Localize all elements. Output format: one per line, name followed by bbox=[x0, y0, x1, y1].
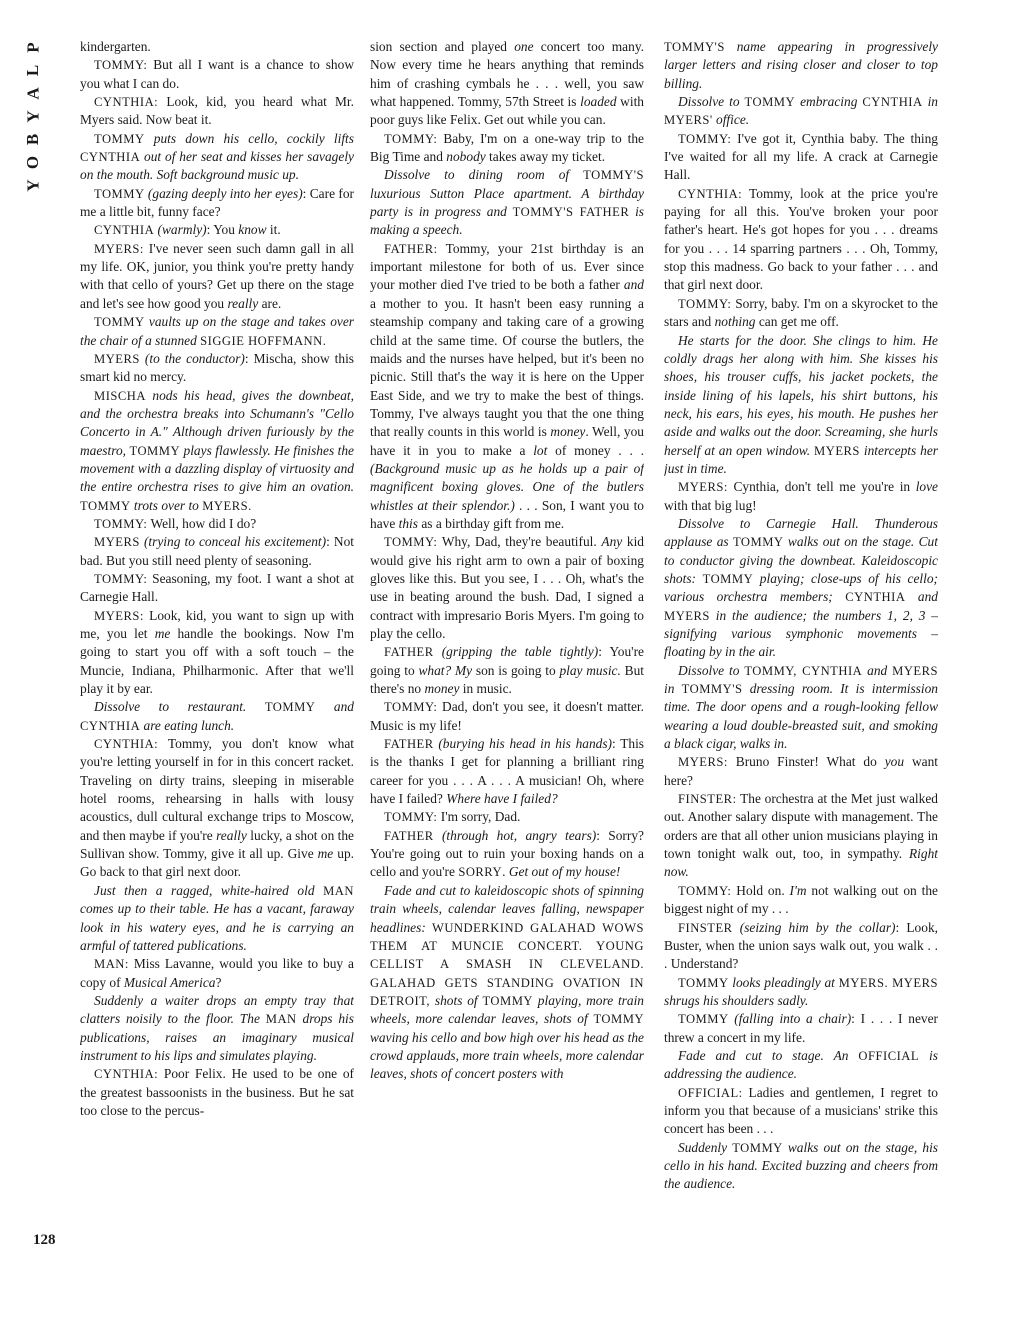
paragraph bbox=[80, 350, 354, 387]
stage-direction: and bbox=[862, 662, 893, 678]
speaker-name: CYNTHIA: bbox=[94, 737, 159, 752]
paragraph bbox=[80, 607, 354, 699]
dialogue-text: kid would give his right arm to own a pair of boxing gloves like this. But you see, I . . . Oh, what's the use in beating around the bush. Dad, I signed a contract with impresario Boris Myers. I'm going to play the cello. bbox=[370, 534, 644, 641]
stage-direction: shots of bbox=[430, 992, 483, 1008]
speaker-name: OFFICIAL bbox=[858, 1048, 920, 1063]
speaker-name: TOMMY bbox=[732, 535, 784, 550]
stage-direction: really bbox=[227, 295, 259, 311]
dialogue-text: Well, how did I do? bbox=[147, 515, 257, 531]
paragraph bbox=[664, 1084, 938, 1139]
stage-direction: Just then a ragged, white-haired old bbox=[94, 882, 324, 898]
stage-direction: He starts for the door. She clings to him. He coldly drags her along with him. She kisses his shoes, his trouser cuffs, his jacket pockets, the inside lining of his lapels, his shirt buttons, his neck, his ears, his eyes, his mouth. He pushes her aside and walks out the door. Screaming, she hurls herself at an open window. bbox=[664, 332, 938, 458]
stage-direction: Musical America bbox=[123, 974, 216, 990]
speaker-name: TOMMY'S bbox=[664, 40, 725, 54]
stage-direction: love bbox=[915, 479, 938, 495]
paragraph bbox=[370, 698, 644, 735]
speaker-name: CYNTHIA bbox=[862, 95, 923, 110]
speaker-name: TOMMY bbox=[129, 443, 181, 458]
paragraph bbox=[664, 93, 938, 130]
paragraph bbox=[664, 185, 938, 295]
dialogue-text: : Mischa, show this smart kid no mercy. bbox=[80, 350, 354, 385]
speaker-name: TOMMY bbox=[678, 1012, 729, 1027]
speaker-name: MYERS bbox=[94, 535, 140, 550]
paragraph bbox=[664, 478, 938, 515]
speaker-name: MYERS bbox=[94, 351, 140, 366]
stage-direction: dressing room. It is intermission time. The door opens and a rough-looking fellow wearing a loud double-breasted suit, and smoking a black cigar, walks in. bbox=[664, 681, 938, 752]
paragraph bbox=[80, 240, 354, 313]
stage-direction: (burying his head in his hands) bbox=[433, 736, 613, 752]
speaker-name: FATHER: bbox=[384, 241, 438, 256]
speaker-name: TOMMY'S bbox=[681, 682, 743, 697]
dialogue-text: Why, Dad, they're beautiful. bbox=[437, 534, 602, 550]
dialogue-text: not walking out on the biggest night of my . . . bbox=[664, 882, 938, 917]
speaker-name: MYERS bbox=[664, 608, 710, 623]
dialogue-text: . bbox=[502, 864, 509, 880]
dialogue-text: Dad, don't you see, it doesn't matter. Music is my life! bbox=[370, 699, 644, 733]
stage-direction: this bbox=[398, 515, 418, 531]
speaker-name: FATHER bbox=[384, 645, 434, 660]
text-column-1 bbox=[80, 38, 354, 1276]
stage-direction: (warmly) bbox=[154, 222, 207, 238]
speaker-name: MAN: bbox=[94, 957, 129, 972]
dialogue-text: I'm sorry, Dad. bbox=[437, 809, 521, 825]
speaker-name: MYERS: bbox=[94, 608, 144, 623]
speaker-name: TOMMY'S FATHER bbox=[512, 205, 630, 220]
dialogue-text: are. bbox=[258, 295, 282, 311]
stage-direction: shrugs his shoulders sadly. bbox=[664, 992, 809, 1008]
stage-direction: is making a speech. bbox=[370, 204, 644, 238]
paragraph bbox=[80, 533, 354, 570]
dialogue-text: Seasoning, my foot. I want a shot at Carnegie Hall. bbox=[80, 570, 354, 605]
page-number: 128 bbox=[33, 1232, 56, 1248]
stage-direction: money bbox=[550, 424, 586, 440]
stage-direction: Dissolve to dining room of bbox=[384, 167, 584, 183]
dialogue-text: kindergarten. bbox=[80, 39, 151, 54]
dialogue-text: : Care for me a little bit, funny face? bbox=[80, 185, 354, 220]
paragraph bbox=[80, 570, 354, 607]
paragraph bbox=[80, 185, 354, 222]
stage-direction: walks out on the stage, his cello in his hand. Excited buzzing and cheers from the audience. bbox=[664, 1139, 938, 1192]
speaker-name: TOMMY'S bbox=[583, 168, 644, 183]
stage-direction: (Background music up as he holds up a pair of magnificent boxing gloves. One of the butlers whistles at their splendor.) bbox=[370, 460, 644, 513]
dialogue-text: in music. bbox=[459, 681, 512, 697]
dialogue-text: ? bbox=[215, 974, 222, 990]
stage-direction: (seizing him by the collar) bbox=[732, 919, 896, 935]
speaker-name: CYNTHIA bbox=[845, 590, 906, 605]
speaker-name: CYNTHIA: bbox=[94, 95, 159, 110]
speaker-name: WUNDERKIND GALAHAD WOWS THEM AT MUNCIE CONCERT. YOUNG CELLIST A SMASH IN CLEVELAND. GALAHAD GETS STANDING OVATION IN DETROIT, bbox=[370, 920, 644, 1008]
stage-direction: Dissolve to bbox=[678, 662, 745, 678]
speaker-name: MYERS bbox=[892, 663, 938, 678]
paragraph bbox=[664, 130, 938, 185]
speaker-name: FATHER bbox=[384, 737, 434, 752]
paragraph bbox=[80, 221, 354, 239]
speaker-name: FATHER bbox=[384, 828, 434, 843]
paragraph bbox=[370, 882, 644, 1084]
speaker-name: SIGGIE HOFFMANN. bbox=[200, 333, 327, 348]
stage-direction: walks out on the stage. Cut to conductor giving the downbeat. Kaleidoscopic shots: bbox=[664, 534, 938, 586]
paragraph bbox=[80, 387, 354, 515]
stage-direction: (gripping the table tightly) bbox=[433, 644, 599, 660]
dialogue-text: : You're going to bbox=[370, 644, 644, 678]
stage-direction: Dissolve to bbox=[678, 94, 745, 110]
speaker-name: MISCHA bbox=[94, 388, 146, 403]
speaker-name: TOMMY bbox=[94, 186, 145, 201]
paragraph bbox=[664, 974, 938, 1011]
speaker-name: SORRY bbox=[458, 865, 503, 880]
masthead-letter: Y bbox=[23, 179, 43, 192]
speaker-name: OFFICIAL: bbox=[678, 1085, 743, 1100]
dialogue-text: Look, kid, you heard what Mr. Myers said. Now beat it. bbox=[80, 94, 354, 128]
speaker-name: TOMMY: bbox=[94, 516, 148, 531]
paragraph bbox=[80, 93, 354, 130]
stage-direction: Fade and cut to kaleidoscopic shots of spinning train wheels, calendar leaves falling, newspaper headlines: bbox=[370, 882, 644, 935]
stage-direction: waving his cello and bow high over his head as the crowd applauds, more train wheels, more calendar leaves, shots of concert posters with bbox=[370, 1029, 644, 1082]
speaker-name: TOMMY: bbox=[678, 131, 732, 146]
paragraph bbox=[80, 992, 354, 1065]
stage-direction: and bbox=[623, 277, 644, 293]
stage-direction: luxurious Sutton Place apartment. A birthday party is in progress and bbox=[370, 185, 644, 220]
stage-direction: Any bbox=[601, 534, 623, 550]
dialogue-text: But all I want is a chance to show you what I can do. bbox=[80, 57, 354, 91]
speaker-name: TOMMY: bbox=[678, 883, 732, 898]
dialogue-text: Sorry, baby. I'm on a skyrocket to the stars and bbox=[664, 295, 938, 330]
speaker-name: CYNTHIA bbox=[80, 150, 141, 165]
stage-direction: you bbox=[884, 754, 905, 770]
masthead-letter: L bbox=[23, 64, 43, 77]
stage-direction: office. bbox=[712, 112, 750, 128]
dialogue-text: . Well, you have it in you to make a bbox=[370, 424, 644, 458]
dialogue-text: Ladies and gentlemen, I regret to inform you that because of a musicians' strike this concert has been . . . bbox=[664, 1084, 938, 1137]
stage-direction: nobody bbox=[446, 149, 486, 165]
stage-direction: looks pleadingly at bbox=[728, 974, 839, 990]
stage-direction: one bbox=[514, 39, 534, 54]
masthead-letter: O bbox=[23, 155, 43, 170]
stage-direction: Dissolve to restaurant. bbox=[94, 699, 265, 715]
stage-direction: plays flawlessly. He finishes the movement with a dazzling display of virtuosity and the entire orchestra rises to give him an ovation. bbox=[80, 442, 354, 495]
speaker-name: TOMMY bbox=[264, 700, 316, 715]
dialogue-text: But there's no bbox=[370, 662, 644, 697]
paragraph bbox=[664, 919, 938, 974]
speaker-name: TOMMY bbox=[744, 95, 796, 110]
paragraph bbox=[664, 515, 938, 662]
paragraph bbox=[370, 130, 644, 167]
speaker-name: TOMMY bbox=[593, 1012, 644, 1027]
stage-direction: playing, more train wheels, more calendar leaves, shots of bbox=[370, 992, 644, 1027]
speaker-name: FINSTER: bbox=[678, 792, 737, 807]
dialogue-text: . . . Son, I want you to have bbox=[370, 497, 644, 531]
speaker-name: TOMMY: bbox=[384, 535, 438, 550]
stage-direction: (trying to conceal his excitement) bbox=[139, 534, 327, 550]
speaker-name: CYNTHIA: bbox=[94, 1067, 159, 1082]
paragraph bbox=[80, 882, 354, 955]
stage-direction: Where have I failed? bbox=[446, 791, 558, 807]
speaker-name: TOMMY: bbox=[94, 571, 148, 586]
dialogue-text: Baby, I'm on a one-way trip to the Big Time and bbox=[370, 130, 644, 165]
speaker-name: CYNTHIA bbox=[80, 718, 141, 733]
stage-direction: me bbox=[317, 846, 334, 862]
stage-direction: and bbox=[315, 699, 354, 715]
speaker-name: TOMMY: bbox=[94, 58, 148, 73]
masthead-letter: Y bbox=[23, 110, 43, 123]
stage-direction: is addressing the audience. bbox=[664, 1047, 938, 1082]
paragraph bbox=[370, 533, 644, 643]
stage-direction: me bbox=[154, 626, 171, 641]
paragraph bbox=[370, 735, 644, 808]
stage-direction: really bbox=[216, 827, 247, 843]
stage-direction: out of her seat and kisses her savagely on the mouth. Soft background music up. bbox=[80, 149, 354, 183]
stage-direction: My bbox=[455, 662, 473, 678]
dialogue-text: Miss Lavanne, would you like to buy a copy of bbox=[80, 956, 354, 990]
paragraph bbox=[664, 295, 938, 332]
stage-direction: Suddenly a waiter drops an empty tray that clatters noisily to the floor. The bbox=[80, 992, 354, 1027]
dialogue-text: Tommy, your 21st birthday is an important milestone for both of us. Ever since your mother died I've tried to be both a father bbox=[370, 240, 644, 293]
stage-direction: puts down his cello, cockily lifts bbox=[144, 130, 354, 146]
stage-direction: Suddenly bbox=[678, 1139, 733, 1155]
paragraph bbox=[664, 1010, 938, 1047]
stage-direction: comes up to their table. He has a vacant, faraway look in his watery eyes, and he is carrying an armful of tattered publications. bbox=[80, 901, 354, 953]
dialogue-text: sion section and played bbox=[370, 39, 515, 54]
stage-direction: what? bbox=[418, 662, 452, 678]
stage-direction: name appearing in progressively larger letters and rising closer and closer to top billing. bbox=[664, 39, 938, 91]
paragraph bbox=[80, 313, 354, 350]
speaker-name: TOMMY bbox=[678, 975, 729, 990]
paragraph bbox=[370, 166, 644, 239]
paragraph bbox=[80, 735, 354, 882]
paragraph bbox=[80, 38, 354, 56]
dialogue-text: as a birthday gift from me. bbox=[418, 515, 565, 531]
stage-direction: lot bbox=[533, 442, 548, 458]
dialogue-text: a mother to you. It hasn't been easy running a steamship company and taking care of a growing child at the same time. Of course the butlers, the maids and the nurses have helped, but it's been no picnic. Still that's the way it is here on the Upper East Side, and we try to make the best of things. Tommy, I've always taught you that the one thing that really counts in this world is bbox=[370, 295, 644, 440]
stage-direction: Get out of my house! bbox=[508, 864, 621, 880]
dialogue-text: want here? bbox=[664, 754, 938, 788]
paragraph bbox=[370, 240, 644, 534]
dialogue-text: Look, kid, you want to sign up with me, you let bbox=[80, 607, 354, 641]
speaker-name: TOMMY: bbox=[384, 810, 438, 825]
stage-direction: (falling into a chair) bbox=[728, 1011, 852, 1027]
stage-direction: and bbox=[905, 589, 938, 605]
speaker-name: MAN bbox=[323, 883, 354, 898]
speaker-name: TOMMY: bbox=[384, 700, 438, 715]
speaker-name: TOMMY bbox=[482, 993, 533, 1008]
speaker-name: TOMMY, CYNTHIA bbox=[744, 663, 863, 678]
speaker-name: FINSTER bbox=[678, 920, 733, 935]
stage-direction: I'm bbox=[789, 882, 807, 898]
dialogue-text: with that big lug! bbox=[664, 497, 757, 513]
speaker-name: TOMMY bbox=[94, 131, 145, 146]
dialogue-text: I've got it, Cynthia baby. The thing I've waited for all my life. A crack at Carnegie Hall. bbox=[664, 130, 938, 183]
paragraph bbox=[664, 882, 938, 919]
stage-direction: vaults up on the stage and takes over the chair of a stunned bbox=[80, 314, 354, 348]
dialogue-text: I've never seen such damn gall in all my life. OK, junior, you think you're pretty handy with that cello of yours? Get up there on the stage and let's see how good you bbox=[80, 240, 354, 311]
paragraph bbox=[80, 1065, 354, 1120]
masthead-letter: A bbox=[23, 87, 43, 100]
stage-direction: in bbox=[664, 681, 682, 697]
paragraph bbox=[80, 698, 354, 735]
dialogue-text: it. bbox=[266, 222, 281, 238]
stage-direction: are eating lunch. bbox=[140, 717, 235, 733]
dialogue-text: takes away my ticket. bbox=[485, 149, 606, 165]
stage-direction: nods his head, gives the downbeat, and the orchestra breaks into Schumann's "Cello Concerto in A." Although driven furiously by the maestro, bbox=[80, 387, 354, 458]
masthead-letter: P bbox=[23, 42, 43, 53]
speaker-name: TOMMY bbox=[80, 498, 131, 513]
speaker-name: TOMMY bbox=[732, 1140, 783, 1155]
dialogue-text: Poor Felix. He used to be one of the greatest bassoonists in the business. But he sat too close to the percus- bbox=[80, 1066, 354, 1118]
text-column-2 bbox=[370, 38, 644, 1276]
dialogue-text: : This is the thanks I get for planning a brilliant ring career for you . . . A . . . A musician! Oh, where have I failed? bbox=[370, 736, 644, 807]
stage-direction: play music. bbox=[559, 662, 621, 678]
stage-direction: (gazing deeply into her eyes) bbox=[144, 185, 303, 201]
paragraph bbox=[370, 38, 644, 130]
dialogue-text: Hold on. bbox=[731, 882, 790, 898]
dialogue-text: Tommy, you don't know what you're letting yourself in for in this concert racket. Traveling on dirty trains, sleeping in miserable hotel rooms, rehearsing in halls with lousy acoustics, dull cultural exchange trips to Moscow, and then maybe if you're bbox=[80, 736, 354, 843]
paragraph bbox=[80, 130, 354, 185]
dialogue-text: : I . . . I never threw a concert in my life. bbox=[664, 1011, 938, 1045]
paragraph bbox=[664, 753, 938, 790]
paragraph bbox=[370, 643, 644, 698]
stage-direction: know bbox=[238, 222, 267, 238]
speaker-name: TOMMY bbox=[702, 571, 754, 586]
stage-direction: in bbox=[922, 94, 938, 110]
paragraph bbox=[664, 662, 938, 754]
dialogue-text: can get me off. bbox=[755, 314, 839, 330]
stage-direction: drops his publications, raises an imaginary musical instrument to his lips and simulates playing. bbox=[80, 1011, 354, 1063]
stage-direction: (through hot, angry tears) bbox=[433, 827, 597, 843]
dialogue-text: up. Go back to that girl next door. bbox=[80, 846, 354, 880]
dialogue-text: : Look, Buster, when the union says walk out, you walk . . . Understand? bbox=[664, 919, 938, 972]
speaker-name: MAN bbox=[265, 1012, 297, 1027]
dialogue-text: Bruno Finster! What do bbox=[727, 754, 885, 770]
dialogue-text: handle the bookings. Now I'm going to start you off with a soft touch – the Muncie, Indiana, Philharmonic. After that we'll play it by ear. bbox=[80, 626, 354, 697]
dialogue-text: : Sorry? You're going out to ruin your boxing hands on a cello and you're bbox=[370, 827, 644, 880]
paragraph bbox=[80, 515, 354, 533]
speaker-name: MYERS bbox=[814, 443, 860, 458]
stage-direction: playing; close-ups of his cello; various orchestra members; bbox=[664, 570, 938, 605]
dialogue-text: son is going to bbox=[472, 662, 560, 678]
speaker-name: MYERS: bbox=[678, 480, 728, 495]
stage-direction: nothing bbox=[714, 314, 756, 330]
dialogue-text: concert too many. Now every time he hears anything that reminds him of crashing cymbals he . . . well, you saw what happened. Tommy, 57th Street is bbox=[370, 39, 644, 110]
paragraph bbox=[664, 790, 938, 882]
speaker-name: CYNTHIA: bbox=[678, 186, 743, 201]
speaker-name: MYERS. MYERS bbox=[838, 975, 938, 990]
speaker-name: MYERS. bbox=[202, 498, 252, 513]
dialogue-text: : You bbox=[206, 222, 239, 238]
paragraph bbox=[664, 1139, 938, 1194]
paragraph bbox=[370, 808, 644, 826]
stage-direction: Fade and cut to stage. An bbox=[678, 1047, 859, 1063]
paragraph bbox=[80, 955, 354, 992]
magazine-masthead bbox=[20, 38, 46, 195]
masthead-letter: B bbox=[23, 133, 43, 146]
dialogue-text: with poor guys like Felix. Get out while you can. bbox=[370, 94, 644, 128]
dialogue-text: Tommy, look at the price you're paying for all this. You've broken your poor father's heart. He's got hopes for you . . . dreams for you . . . 14 sparring partners . . . Oh, Tommy, stop this madness. Go back to your father . . . and that girl next door. bbox=[664, 185, 938, 293]
text-column-3 bbox=[664, 38, 938, 1276]
dialogue-text: of money . . . bbox=[547, 442, 644, 458]
stage-direction: in the audience; the numbers 1, 2, 3 – signifying various symphonic movements – floating by in the air. bbox=[664, 607, 938, 660]
paragraph bbox=[664, 332, 938, 479]
stage-direction: money bbox=[424, 681, 460, 697]
paragraph bbox=[80, 56, 354, 93]
stage-direction: Dissolve to Carnegie Hall. Thunderous applause as bbox=[664, 515, 938, 550]
speaker-name: TOMMY: bbox=[384, 131, 438, 146]
dialogue-text: : Not bad. But you still need plenty of seasoning. bbox=[80, 534, 354, 568]
speaker-name: TOMMY: bbox=[678, 296, 732, 311]
dialogue-text: Cynthia, don't tell me you're in bbox=[727, 479, 916, 495]
stage-direction: embracing bbox=[795, 94, 863, 110]
paragraph bbox=[664, 38, 938, 93]
stage-direction: trots over to bbox=[130, 497, 203, 513]
stage-direction: (to the conductor) bbox=[139, 350, 245, 366]
stage-direction: loaded bbox=[580, 94, 617, 110]
speaker-name: CYNTHIA bbox=[94, 223, 155, 238]
speaker-name: TOMMY bbox=[94, 315, 145, 330]
stage-direction: Right now. bbox=[664, 846, 938, 880]
paragraph bbox=[664, 1047, 938, 1084]
speaker-name: MYERS' bbox=[664, 113, 713, 128]
speaker-name: MYERS: bbox=[94, 241, 144, 256]
dialogue-text: lucky, a shot on the Sullivan show. Tommy, give it all up. Give bbox=[80, 827, 354, 862]
speaker-name: MYERS: bbox=[678, 755, 728, 770]
stage-direction: intercepts her just in time. bbox=[664, 442, 938, 476]
paragraph bbox=[370, 827, 644, 882]
dialogue-text: The orchestra at the Met just walked out. Another salary dispute with management. The orders are that all other union musicians playing in town tonight walk out, too, in sympathy. bbox=[664, 791, 938, 862]
